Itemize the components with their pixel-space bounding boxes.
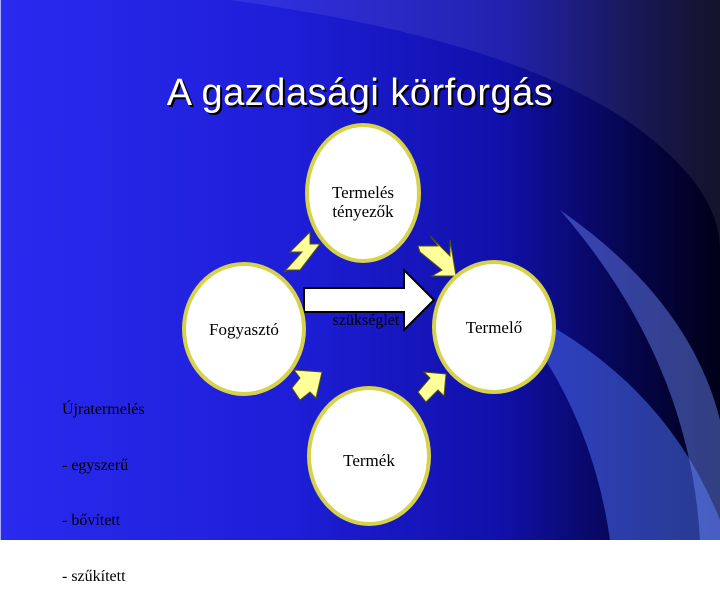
circle-consumer [182, 262, 306, 396]
list-item: - egyszerű [62, 456, 129, 474]
circle-production-factors [305, 123, 421, 263]
circle-bottom-label: Termék [343, 450, 395, 470]
slide-title: A gazdasági körforgás [166, 72, 554, 114]
arrow-top-right [418, 236, 456, 276]
list-item: - szűkített [62, 567, 126, 585]
center-arrow-label: szükséglet [332, 312, 400, 329]
circle-top-line1: Termelés [331, 183, 395, 202]
circle-top-line2: tényezők [332, 202, 394, 221]
circle-producer [432, 260, 556, 394]
reproduction-list [62, 364, 145, 605]
arrow-bottom-right [418, 372, 446, 402]
list-item: Újratermelés [62, 401, 145, 418]
list-item: - bővített [62, 512, 121, 529]
arrow-top-left [284, 232, 320, 272]
circle-product [307, 386, 431, 526]
circle-right-label: Termelő [465, 317, 523, 337]
arrow-bottom-left [292, 370, 322, 400]
circle-left-label: Fogyasztó [209, 319, 279, 339]
